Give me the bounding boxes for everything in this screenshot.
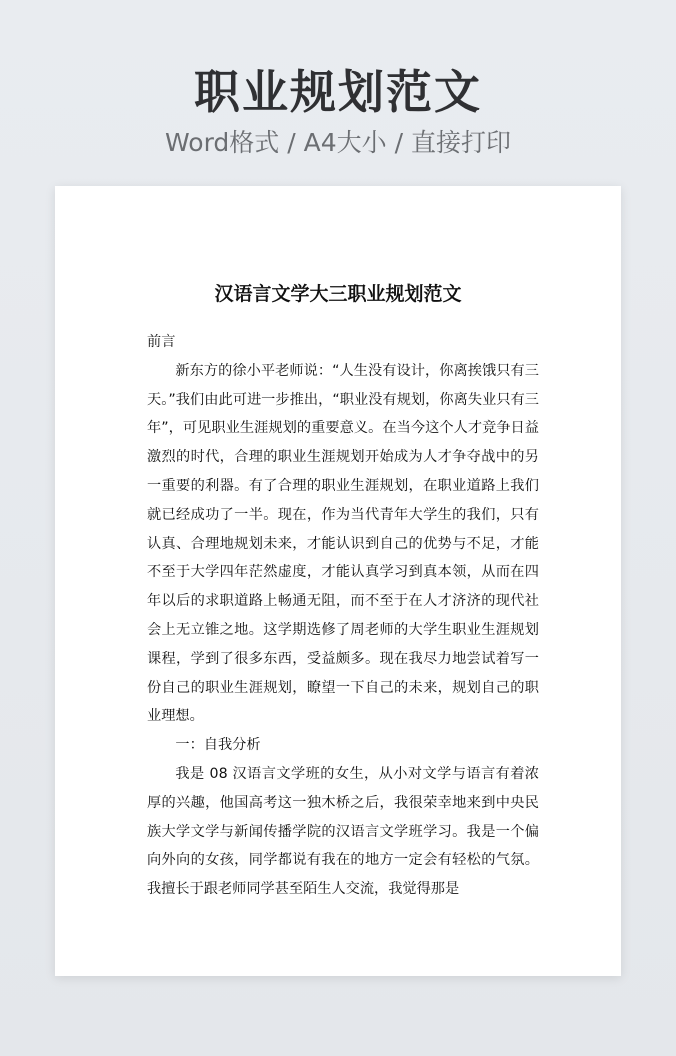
banner-subtitle: Word格式 / A4大小 / 直接打印 [165, 128, 511, 157]
banner-title: 职业规划范文 [194, 65, 482, 119]
document-body [147, 328, 539, 904]
preface-heading: 前言 [147, 334, 176, 350]
section-heading-self-analysis: 一：自我分析 [175, 737, 261, 754]
paragraph-preface: 新东方的徐小平老师说：“人生没有设计，你离挨饿只有三天。”我们由此可进一步推出，“职业没有规划，你离失业只有三年”，可见职业生涯规划的重要意义。在当今这个人才竞争日益激烈的时代，合理的职业生涯规划开始成为人才争夺战中的另一重要的利器。有了合理的职业生涯规划，在职业道路上我们就已经成功了一半。现在，作为当代青年大学生的我们，只有认真、合理地规划未来，才能认识到自己的优势与不足，才能不至于大学四年茫然虚度，才能认真学习到真本领，从而在四年以后的求职道路上畅通无阻，而不至于在人才济济的现代社会上无立锥之地。这学期选修了周老师的大学生职业生涯规划课程，学到了很多东西，受益颇多。现在我尽力地尝试着写一份自己的职业生涯规划，瞭望一下自己的未来，规划自己的职业理想。 [147, 362, 539, 725]
document-title: 汉语言文学大三职业规划范文 [214, 283, 462, 305]
banner-header [0, 62, 676, 160]
paragraph-self-analysis: 我是 08 汉语言文学班的女生，从小对文学与语言有着浓厚的兴趣，他国高考这一独木桥之后，我很荣幸地来到中央民族大学文学与新闻传播学院的汉语言文学班学习。我是一个偏向外向的女孩，同学都说有我在的地方一定会有轻松的气氛。我擅长于跟老师同学甚至陌生人交流，我觉得那是 [147, 765, 539, 898]
